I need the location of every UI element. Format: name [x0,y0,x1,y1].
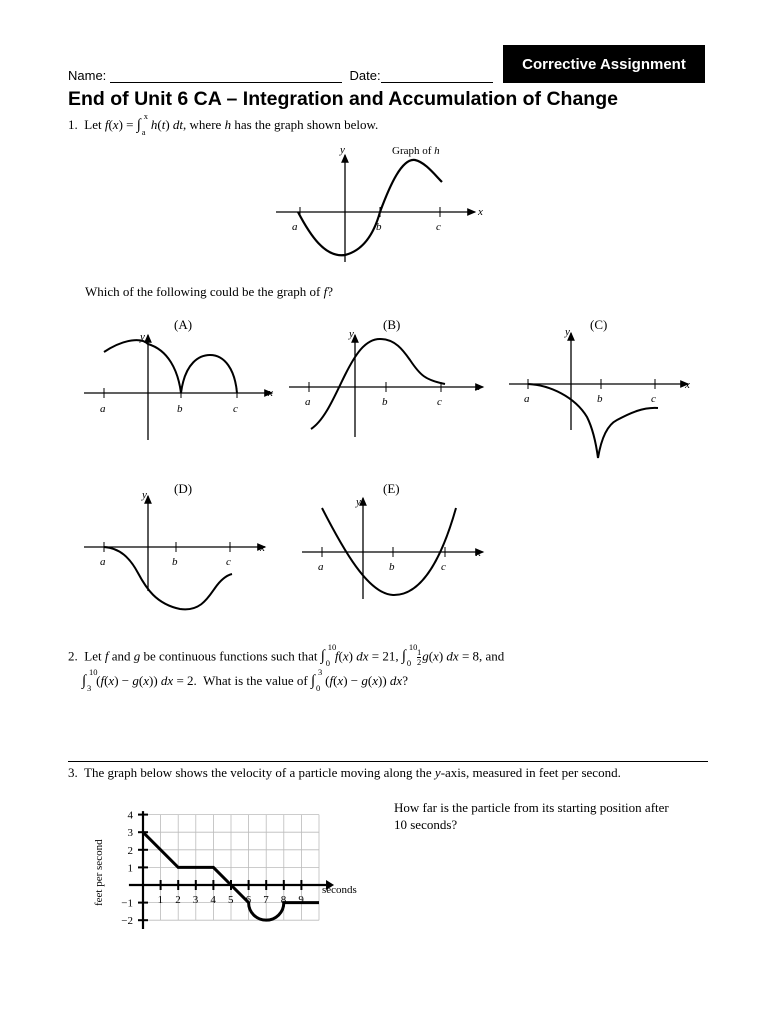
page-title: End of Unit 6 CA – Integration and Accumulation of Change [68,88,618,110]
choice-c-b-label: b [597,393,603,405]
question-3-prompt [68,765,621,781]
graph-of-h [270,140,490,265]
date-blank-line[interactable] [381,68,493,83]
choice-b-label[interactable]: (B) [383,317,401,332]
x-tick-label: 9 [298,894,304,906]
choice-e-x-label: x [476,547,481,559]
h-b-label: b [376,221,382,233]
q2-eq2-rhs: = 8, and [461,648,505,664]
x-tick-label: 3 [192,894,199,906]
choice-b-c-label: c [437,396,442,408]
choice-a-graph[interactable] [80,330,285,445]
choice-e-graph[interactable] [298,494,493,609]
q3-text: The graph below shows the velocity of a particle moving along the [84,765,432,780]
h-a-label: a [292,221,298,233]
choice-c-c-label: c [651,393,656,405]
choice-d-graph[interactable] [80,488,275,613]
choice-c-a-label: a [524,393,530,405]
q3-text-end: -axis, measured in feet per second. [440,765,621,780]
choice-d-y-label: y [142,489,147,501]
question-3-number: 3. [68,765,78,780]
y-tick-label: −1 [121,897,133,910]
choice-a-a-label: a [100,403,106,415]
q3-axis: y [434,765,441,780]
name-blank-line[interactable] [110,68,342,83]
choice-d-c-label: c [226,556,231,568]
h-c-label: c [436,221,441,233]
choice-c-label[interactable]: (C) [590,317,608,332]
question-1-end: has the graph shown below. [234,117,379,132]
question-1-number: 1. [68,117,78,132]
choice-c-graph[interactable] [505,325,700,465]
x-tick-label: 4 [210,894,216,906]
q3-question-line-2: 10 seconds? [394,817,458,832]
q3-question-line-1: How far is the particle from its starting position after [394,800,669,815]
velocity-axes [121,810,334,929]
y-tick-label: 4 [127,809,133,822]
x-tick-label: 5 [228,894,234,906]
choice-e-y-label: y [356,496,361,508]
choice-d-a-label: a [100,556,106,568]
question-1-question: Which of the following could be the graph of [85,284,321,299]
q2-text-mid: be continuous functions such that [143,648,318,664]
y-tick-label: 1 [127,862,133,875]
choice-a-b-label: b [177,403,183,415]
choice-d-b-label: b [172,556,178,568]
x-tick-label: 1 [157,894,164,906]
question-1-choice-prompt: Which of the following could be the graph of f? [85,284,334,299]
question-2-line-1: 2. Let f and g be continuous functions such that ∫ 10 0 f(x) dx = 21, ∫ 10 0 $\frac{1}{2}$ g(x) dx = 8, and [68,642,505,669]
h-x-label: x [478,206,483,218]
choice-c-x-label: x [685,379,690,391]
question-2-line-2: ∫ 10 3 (f(x) − g(x)) dx = 2. What is the value of ∫ 3 0 (f(x) − g(x)) dx? [82,667,408,693]
question-3-question [394,799,669,833]
choice-e-c-label: c [441,561,446,573]
choice-d-x-label: x [260,542,265,554]
choice-e-a-label: a [318,561,324,573]
section-divider [68,761,708,762]
y-tick-label: 2 [127,844,133,857]
choice-b-b-label: b [382,396,388,408]
y-tick-label: 3 [127,827,133,840]
choice-b-x-label: x [475,381,480,393]
choice-a-label[interactable]: (A) [174,317,193,332]
velocity-graph [85,798,375,938]
integral-sign: ∫ x a [136,111,148,137]
name-field-row [68,68,493,83]
question-1-prompt: 1. Let f(x) = ∫ x a h(t) dt, where h has the graph shown below. [68,111,379,137]
question-1-let: Let [84,117,102,132]
choice-e-label[interactable]: (E) [383,481,400,496]
velocity-x-axis-label: seconds [322,884,357,896]
q2-let: Let [84,648,102,664]
q2-question-end: ? [402,673,408,688]
x-tick-label: 2 [175,894,181,906]
x-tick-label: 7 [263,894,269,906]
choice-b-y-label: y [349,328,354,340]
choice-d-label[interactable]: (D) [174,481,193,496]
name-label: Name: [68,68,107,83]
choice-a-x-label: x [268,387,273,399]
choice-c-y-label: y [565,326,570,338]
graph-of-h-title: Graph of h [392,145,440,157]
h-y-label: y [340,144,345,156]
x-tick-label: 6 [245,894,252,906]
choice-a-y-label: y [140,331,145,343]
q2-eq1-rhs: = 21, [371,648,399,664]
q2-question: What is the value of [203,673,308,688]
choice-e-b-label: b [389,561,395,573]
choice-a-c-label: c [233,403,238,415]
q2-eq3-rhs: = 2. [176,673,197,688]
choice-b-graph[interactable] [285,325,490,440]
x-tick-label: 8 [280,894,287,906]
y-tick-label: −2 [121,915,133,928]
question-1-where: , where [183,117,222,132]
date-label: Date: [349,68,381,83]
corrective-assignment-badge: Corrective Assignment [503,45,705,83]
choice-b-a-label: a [305,396,311,408]
question-2-number: 2. [68,648,78,664]
velocity-y-axis-label: feet per second [93,839,105,906]
q2-and: and [111,648,131,664]
